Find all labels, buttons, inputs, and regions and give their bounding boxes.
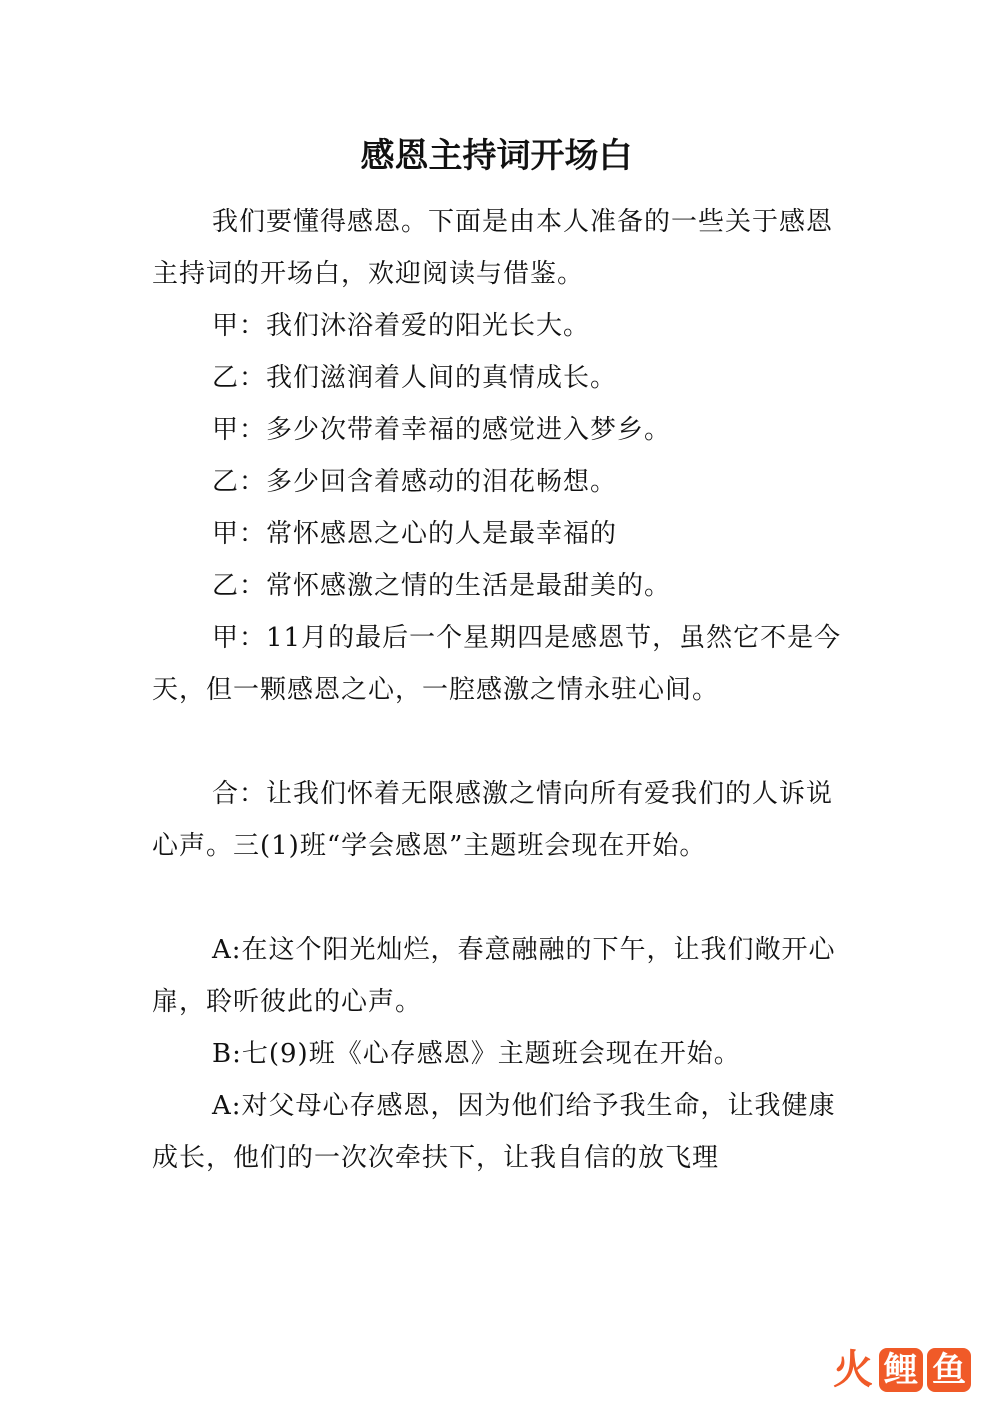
paragraph-line: A:对父母心存感恩，因为他们给予我生命，让我健康成长，他们的一次次牵扶下，让我自信的放飞理 <box>152 1091 836 1173</box>
paragraph-gap <box>152 872 852 924</box>
paragraph-line: 甲：多少次带着幸福的感觉进入梦乡。 <box>212 415 672 445</box>
paragraph-line: 乙：多少回含着感动的泪花畅想。 <box>212 467 618 497</box>
paragraph-line: 乙：常怀感激之情的生活是最甜美的。 <box>212 571 672 601</box>
watermark-logo <box>833 1346 971 1394</box>
paragraph-line: 合：让我们怀着无限感激之情向所有爱我们的人诉说心声。三(1)班“学会感恩”主题班会现在开始。 <box>152 779 834 861</box>
paragraph-line: 甲：11月的最后一个星期四是感恩节，虽然它不是今天，但一颗感恩之心，一腔感激之情永驻心间。 <box>152 623 842 705</box>
watermark-char: 鲤 <box>879 1348 923 1392</box>
paragraph-line: 乙：我们滋润着人间的真情成长。 <box>212 363 618 393</box>
page-title: 感恩主持词开场白 <box>360 136 633 176</box>
paragraph-line: A:在这个阳光灿烂，春意融融的下午，让我们敞开心扉，聆听彼此的心声。 <box>152 935 836 1017</box>
paragraph-line: 甲：我们沐浴着爱的阳光长大。 <box>212 311 591 341</box>
paragraph-intro: 我们要懂得感恩。下面是由本人准备的一些关于感恩主持词的开场白，欢迎阅读与借鉴。 <box>152 207 834 289</box>
watermark-box <box>875 1348 971 1392</box>
paragraph-gap <box>152 716 852 768</box>
watermark-char: 火 <box>833 1347 873 1393</box>
paragraph-line: 甲：常怀感恩之心的人是最幸福的 <box>212 519 618 549</box>
paragraph-line: B:七(9)班《心存感恩》主题班会现在开始。 <box>212 1039 741 1069</box>
watermark-char: 鱼 <box>927 1348 971 1392</box>
document-body <box>152 196 852 1184</box>
